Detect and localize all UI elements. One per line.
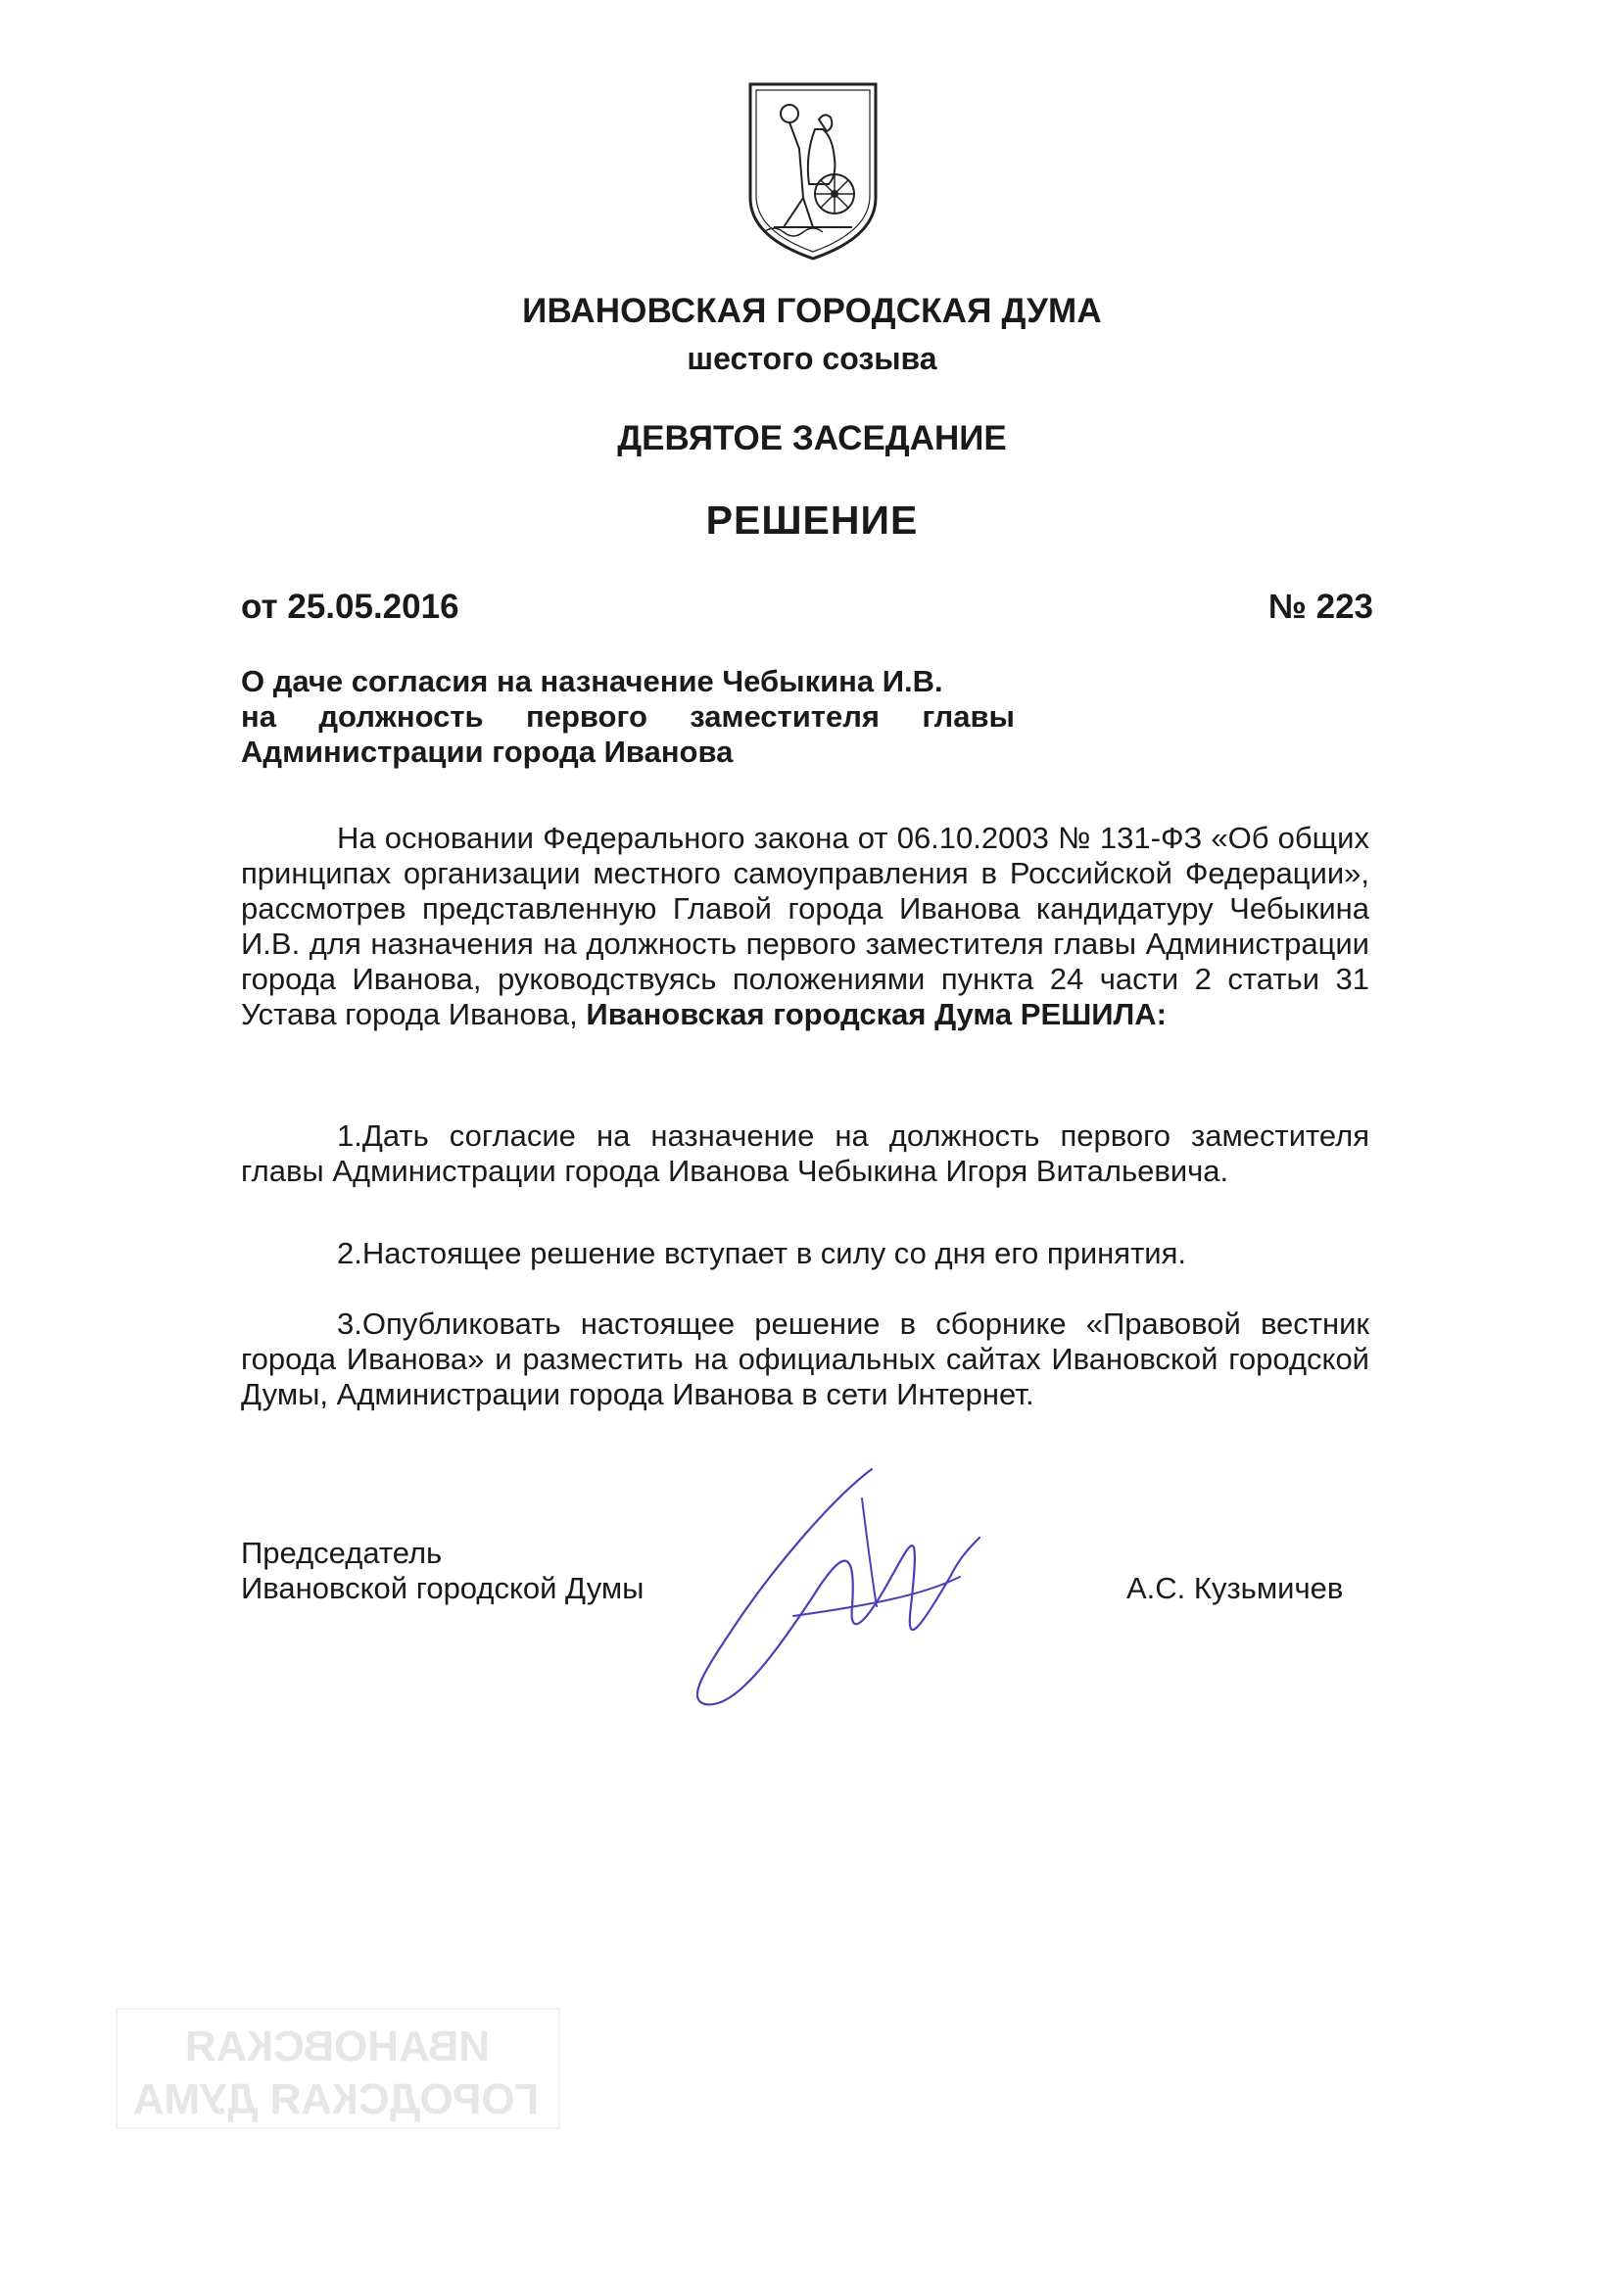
preamble-paragraph xyxy=(241,821,1369,1032)
organization-name: ИВАНОВСКАЯ ГОРОДСКАЯ ДУМА xyxy=(522,292,1102,330)
convocation: шестого созыва xyxy=(687,341,937,376)
preamble-text: На основании Федерального закона от 06.10.2003 № 131-ФЗ «Об общих принципах организации местного самоуправления в Российской Федерации», рассмотрев представленную Главой города Иванова кандидатуру Чебыкина И.В. для назначения на должность первого заместителя главы Администрации города Иванова, руководствуясь положениями пункта 24 части 2 статьи 31 Устава города Иванова, xyxy=(241,821,1369,1031)
document-type: РЕШЕНИЕ xyxy=(705,498,919,543)
city-coat-of-arms-icon xyxy=(744,80,882,262)
subject-line-3: Администрации города Иванова xyxy=(241,735,734,769)
signatory-position-line-1: Председатель xyxy=(241,1536,443,1570)
faded-stamp-icon xyxy=(116,2008,560,2129)
subject-line-2: на должность первого заместителя главы xyxy=(241,699,1015,734)
handwritten-signature xyxy=(666,1459,1019,1724)
stamp-line-2: ГОРОДСКАЯ ДУМА xyxy=(132,2075,539,2123)
item-3: 3.Опубликовать настоящее решение в сборнике «Правовой вестник города Иванова» и разместить на официальных сайтах Ивановской городской Думы, Администрации города Иванова в сети Интернет. xyxy=(241,1307,1369,1411)
signatory-position xyxy=(241,1536,644,1606)
signatory-name: А.С. Кузьмичев xyxy=(1126,1571,1344,1605)
subject-line-1: О даче согласия на назначение Чебыкина И.В. xyxy=(241,664,943,698)
stamp-line-1: ИВАНОВСКАЯ xyxy=(184,2022,490,2070)
item-2: 2.Настоящее решение вступает в силу со дня его принятия. xyxy=(337,1236,1187,1270)
document-number: № 223 xyxy=(1267,588,1373,626)
resolved-text: Ивановская городская Дума РЕШИЛА: xyxy=(586,997,1168,1031)
document-date: от 25.05.2016 xyxy=(241,588,459,626)
item-1: 1.Дать согласие на назначение на должность первого заместителя главы Администрации города Иванова Чебыкина Игоря Витальевича. xyxy=(241,1118,1369,1188)
document-subject xyxy=(241,664,1015,770)
session-title: ДЕВЯТОЕ ЗАСЕДАНИЕ xyxy=(617,419,1007,457)
signatory-position-line-2: Ивановской городской Думы xyxy=(241,1571,645,1605)
